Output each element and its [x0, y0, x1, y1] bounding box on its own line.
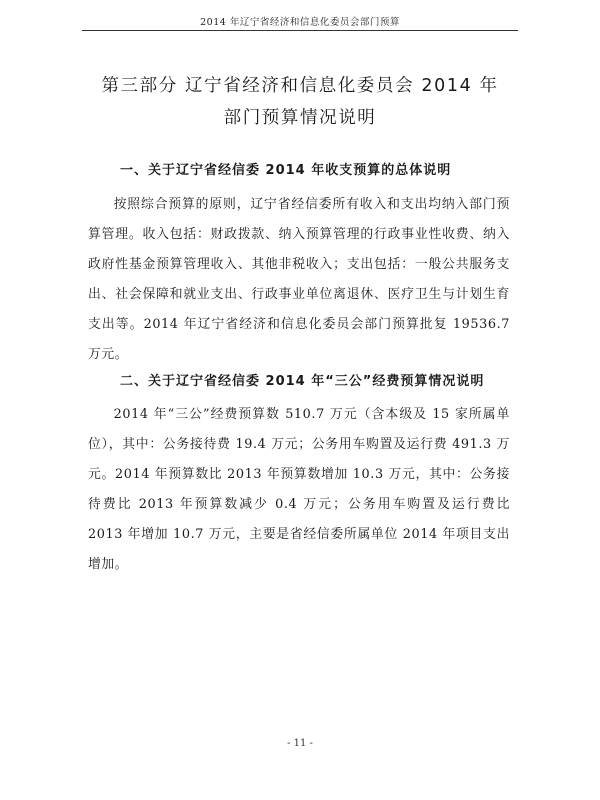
page-title-line-1: 第三部分 辽宁省经济和信息化委员会 2014 年	[101, 76, 499, 96]
running-header: 2014 年辽宁省经济和信息化委员会部门预算	[200, 17, 400, 28]
page-title-line-2: 部门预算情况说明	[223, 108, 377, 128]
section-body-budget-overview: 按照综合预算的原则，辽宁省经信委所有收入和支出均纳入部门预算管理。收入包括：财政拨款、纳入预算管理的行政事业性收费、纳入政府性基金预算管理收入、其他非税收入；支出包括：一般公共服务支出、社会保障和就业支出、行政事业单位离退休、医疗卫生与计划生育支出等。2014 年辽宁省经济和信息化委员会部门预算批复 19536.7 万元。	[88, 197, 510, 362]
section-body-three-public-expenses: 2014 年“三公”经费预算数 510.7 万元（含本级及 15 家所属单位），其中：公务接待费 19.4 万元；公务用车购置及运行费 491.3 万元。2014 年预算数比 2013 年预算数增加 10.3 万元，其中：公务接待费比 2013 年预算数减少 0.4 万元；公务用车购置及运行费比 2013 年增加 10.7 万元，主要是省经信委所属单位 2014 年项目支出增加。	[88, 407, 510, 572]
section-heading-budget-overview: 一、关于辽宁省经信委 2014 年收支预算的总体说明	[120, 163, 452, 178]
page-number: - 11 -	[287, 738, 313, 749]
header-divider	[82, 30, 518, 31]
section-heading-three-public-expenses: 二、关于辽宁省经信委 2014 年“三公”经费预算情况说明	[120, 374, 485, 389]
page-title	[82, 70, 518, 134]
